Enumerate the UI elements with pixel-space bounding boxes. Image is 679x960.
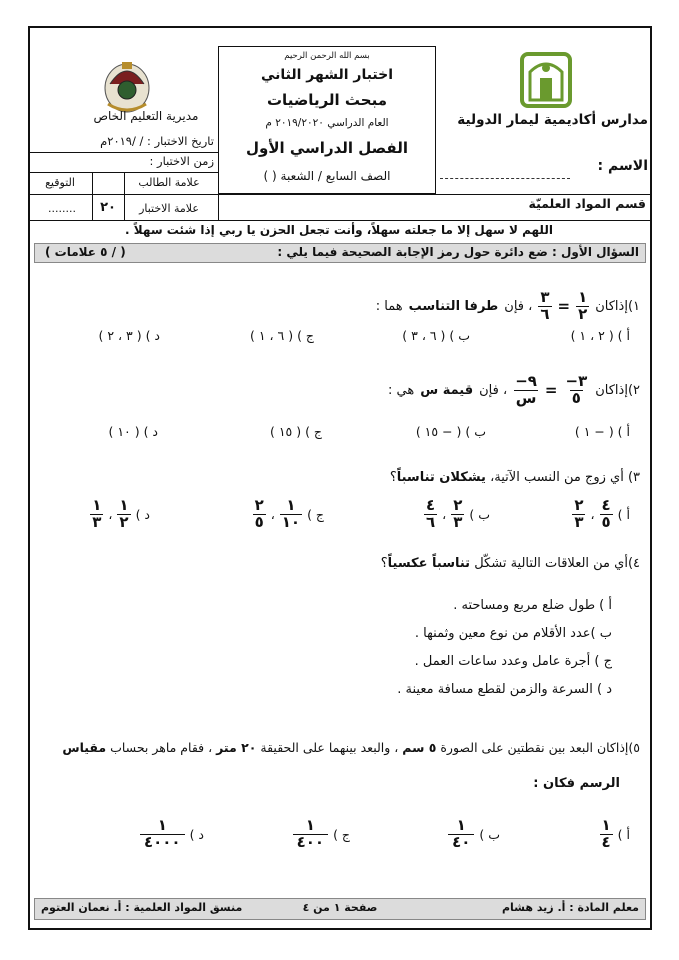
teacher-name: معلم المادة : أ. زيد هشام	[501, 901, 639, 914]
q1-fraction-a: $\frac{١}{٢}$	[578, 288, 588, 323]
section-title-bar	[34, 243, 646, 263]
signature-dots: ........	[48, 202, 76, 215]
footer-bar	[34, 898, 646, 920]
department-label: قسم المواد العلميّة	[528, 196, 646, 211]
subject-title: مبحث الرياضيات	[266, 91, 387, 109]
academic-year: العام الدراسي ٢٠١٩/٢٠٢٠ م	[265, 117, 389, 129]
exam-mark-value: ٢٠	[100, 200, 116, 215]
school-logo	[518, 48, 574, 112]
coordinator-name: منسق المواد العلمية : أ. نعمان العتوم	[41, 901, 243, 914]
q4-option-a[interactable]: أ ) طول ضلع مربع ومساحته .	[453, 598, 612, 613]
q1-option-d[interactable]: د ) ( ٣ ، ٢ )	[98, 328, 160, 343]
q3-option-c[interactable]: ج ) $\frac{١}{١٠}$ ، $\frac{٢}{٥}$	[254, 496, 324, 531]
question-1: ١)إذاكان $\frac{١}{٢}$ = $\frac{٣}{٦}$ ، فإن طرفا التناسب هما :	[375, 288, 640, 323]
q2-option-b[interactable]: ب ) ( − ١٥ )	[415, 424, 486, 439]
q2-fraction-a: $\frac{٣-}{٥}$	[565, 372, 588, 407]
jordan-crest-logo	[100, 54, 154, 116]
section-marks: ( / ٥ علامات )	[45, 245, 126, 259]
q4-option-c[interactable]: ج ) أجرة عامل وعدد ساعات العمل .	[414, 654, 612, 669]
exam-time: زمن الاختبار :	[149, 154, 214, 168]
q5-option-b[interactable]: ب ) $\frac{١}{٤٠}$	[448, 818, 500, 851]
question-4: ٤)أي من العلاقات التالية تشكّل تناسباً عكسياً؟	[380, 556, 640, 571]
school-name: مدارس أكاديمية ليمار الدولية	[457, 112, 648, 128]
basmala: بسم الله الرحمن الرحيم	[284, 51, 370, 61]
semester-title: الفصل الدراسي الأول	[246, 139, 408, 157]
exam-date: تاريخ الاختبار : / /٢٠١٩م	[100, 134, 214, 148]
q1-option-b[interactable]: ب ) ( ٦ ، ٣ )	[402, 328, 470, 343]
q2-option-c[interactable]: ج ) ( ١٥ )	[269, 424, 322, 439]
question-3: ٣) أي زوج من النسب الآتية، يشكلان تناسباً؟	[389, 470, 640, 485]
q2-option-a[interactable]: أ ) ( − ١ )	[574, 424, 630, 439]
exam-mark-label: علامة الاختبار	[139, 202, 199, 215]
question-2: ٢)إذاكان $\frac{٣-}{٥}$ = $\frac{٩-}{\text{س}}$ ، فإن قيمة س هي :	[388, 372, 640, 407]
q1-fraction-b: $\frac{٣}{٦}$	[540, 288, 550, 323]
question-5-line-2: الرسم فكان :	[533, 776, 620, 791]
student-name-line[interactable]	[440, 178, 570, 179]
q5-option-d[interactable]: د ) $\frac{١}{٤٠٠٠}$	[140, 818, 204, 851]
q4-option-b[interactable]: ب )عدد الأقلام من نوع معين وثمنها .	[414, 626, 612, 641]
student-name-label: الاسم :	[597, 158, 648, 174]
q1-option-c[interactable]: ج ) ( ٦ ، ١ )	[249, 328, 314, 343]
student-mark-label: علامة الطالب	[138, 176, 200, 189]
q2-option-d[interactable]: د ) ( ١٠ )	[108, 424, 158, 439]
q3-option-a[interactable]: أ ) $\frac{٤}{٥}$ ، $\frac{٢}{٣}$	[574, 496, 630, 531]
signature-label: التوقيع	[45, 176, 75, 189]
page-number: صفحة ١ من ٤	[302, 901, 378, 914]
q3-option-b[interactable]: ب ) $\frac{٢}{٣}$ ، $\frac{٤}{٦}$	[426, 496, 490, 531]
q3-option-d[interactable]: د ) $\frac{١}{٢}$ ، $\frac{١}{٣}$	[92, 496, 150, 531]
exam-title-box	[218, 46, 436, 194]
directorate-label: مديرية التعليم الخاص	[93, 109, 199, 123]
prayer-text: اللهم لا سهل إلا ما جعلته سهلاً، وأنت تجعل الحزن يا ربي إذا شئت سهلاً .	[125, 223, 553, 237]
q2-fraction-b: $\frac{٩-}{\text{س}}$	[515, 372, 537, 407]
q4-option-d[interactable]: د ) السرعة والزمن لقطع مسافة معينة .	[397, 682, 612, 697]
q5-option-c[interactable]: ج ) $\frac{١}{٤٠٠}$	[293, 818, 350, 851]
grade-line: الصف السابع / الشعبة ( )	[263, 169, 391, 183]
question-5-line-1: ٥)إذاكان البعد بين نقطتين على الصورة ٥ سم ، والبعد بينهما على الحقيقة ٢٠ متر ، فقام ماهر بحساب مقياس	[62, 740, 640, 755]
exam-title: اختبار الشهر الثاني	[260, 67, 394, 83]
q5-option-a[interactable]: أ ) $\frac{١}{٤}$	[601, 816, 630, 851]
q1-option-a[interactable]: أ ) ( ٢ ، ١ )	[570, 328, 630, 343]
section-title: السؤال الأول : ضع دائرة حول رمز الإجابة الصحيحة فيما يلي :	[277, 245, 639, 259]
exam-page	[28, 26, 652, 930]
